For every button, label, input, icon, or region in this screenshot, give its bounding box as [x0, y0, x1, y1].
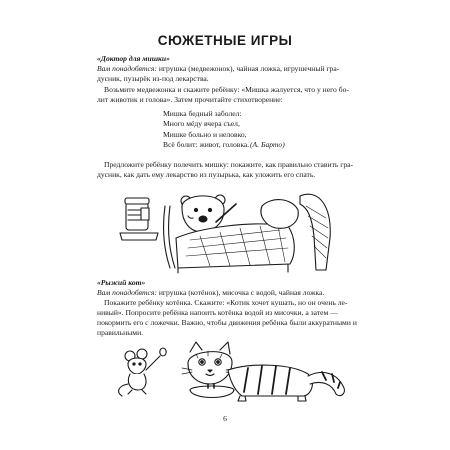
mouse-icon [119, 348, 167, 396]
game2-needs-label: Вам понадобятся: [97, 288, 157, 297]
game1-needs-text: игрушка (медвежонок), чайная ложка, игрушечный гра- [156, 64, 340, 73]
game2-para-line4: правильными. [97, 328, 144, 337]
page-number: 6 [223, 414, 227, 423]
game1-needs-label: Вам понадобятся: [97, 64, 157, 73]
game1-needs-line2: дусник, пузырёк из-под лекарства. [97, 74, 209, 83]
game1-heading: «Доктор для мишки» [97, 54, 170, 63]
cat-and-mouse-illustration [112, 340, 352, 402]
poem-line: Много мёду вчера съел, [163, 119, 240, 129]
game2-para-line3: покормить его с ложечки. Важно, чтобы движения ребёнка были аккуратными и [97, 318, 357, 327]
game2-heading: «Рыжий кот» [97, 278, 146, 287]
game1-needs [97, 64, 339, 74]
game2-needs [97, 288, 324, 298]
bowl-icon [190, 384, 234, 398]
poem-line: Всё болит: живот, головка. [163, 140, 250, 150]
page-title: СЮЖЕТНЫЕ ИГРЫ [157, 33, 293, 48]
poem-author: (А. Барто) [250, 140, 285, 149]
poem-line: Мишке больно и неловко, [163, 129, 247, 139]
medicine-jar-icon [125, 198, 149, 230]
game1-para1-line1: Возьмите медвежонка и скажите ребёнку: «Мишка жалуется, что у него бо- [104, 85, 349, 94]
game1-para2-line1: Предложите ребёнку полечить мишку: покажите, как правильно ставить гра- [104, 160, 354, 169]
game2-needs-text: игрушка (котёнок), мисочка с водой, чайная ложка. [156, 288, 325, 297]
game2-para-line1: Покажите ребёнку котёнка. Скажите: «Котик хочет кушать, но он очень ле- [104, 298, 348, 307]
game1-para1-line2: лит животик и голова». Затем прочитайте стихотворение: [97, 95, 283, 104]
game2-para-line2: нивый». Попросите ребёнка напоить котёнка водой из мисочки, а затем — [97, 308, 338, 317]
game1-para2-line2: дусник, как дать ему лекарство из пузырька, как уложить его спать. [97, 170, 316, 179]
poem-line: Мишка бедный заболел: [163, 109, 242, 118]
bear-in-bed-illustration [120, 188, 335, 273]
poem [163, 109, 249, 151]
